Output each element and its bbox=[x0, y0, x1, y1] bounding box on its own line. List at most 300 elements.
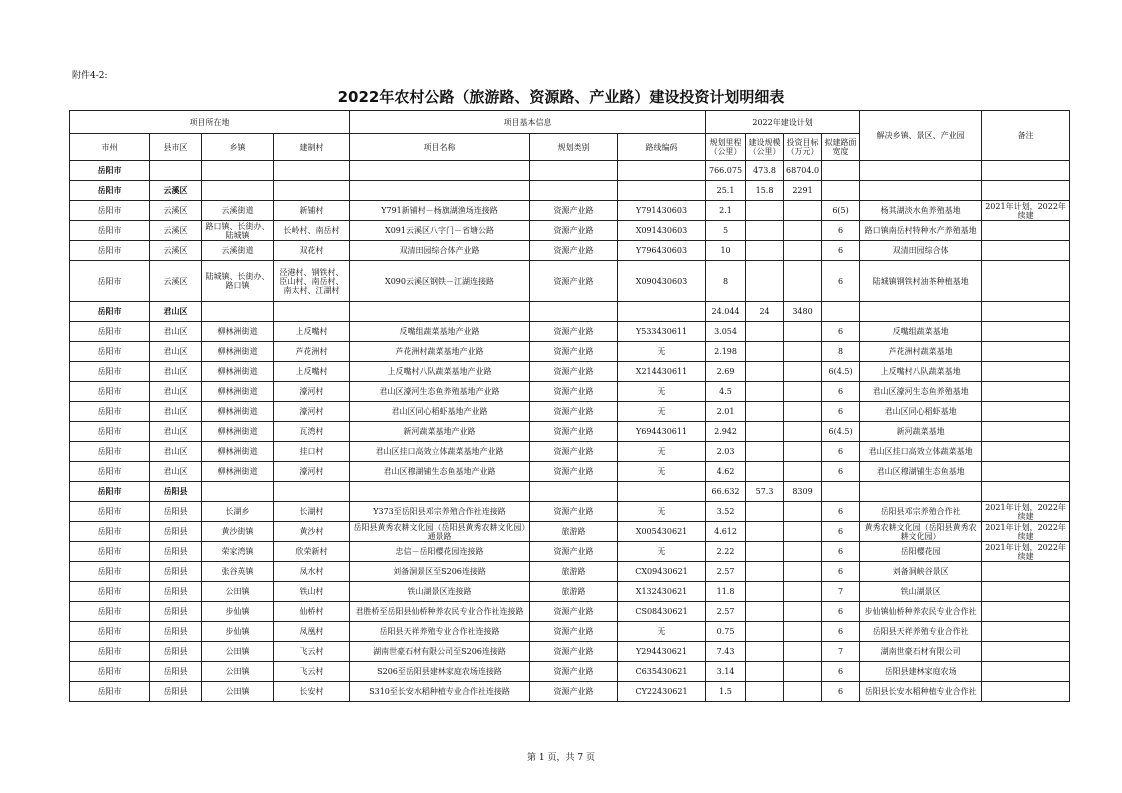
cell-note bbox=[982, 582, 1070, 602]
cell-county: 岳阳县 bbox=[150, 582, 202, 602]
cell-mileage: 0.75 bbox=[706, 622, 746, 642]
cell-city: 岳阳市 bbox=[70, 562, 150, 582]
cell-mileage: 766.075 bbox=[706, 161, 746, 181]
cell-town: 柳林洲街道 bbox=[202, 342, 274, 362]
cell-note: 2021年计划，2022年续建 bbox=[982, 522, 1070, 542]
cell-note bbox=[982, 662, 1070, 682]
cell-invest bbox=[784, 241, 822, 261]
table-row bbox=[70, 682, 1070, 702]
cell-city: 岳阳市 bbox=[70, 342, 150, 362]
cell-width: 6 bbox=[822, 221, 860, 241]
cell-mileage: 2.57 bbox=[706, 602, 746, 622]
cell-town: 公田镇 bbox=[202, 682, 274, 702]
cell-invest bbox=[784, 522, 822, 542]
table-row bbox=[70, 241, 1070, 261]
cell-invest: 8309 bbox=[784, 482, 822, 502]
cell-name: 岳阳县天祥养殖专业合作社连接路 bbox=[350, 622, 530, 642]
cell-city: 岳阳市 bbox=[70, 502, 150, 522]
table-row bbox=[70, 582, 1070, 602]
cell-invest bbox=[784, 502, 822, 522]
cell-industry: 黄秀农耕文化园（岳阳县黄秀农耕文化园） bbox=[860, 522, 982, 542]
cell-note bbox=[982, 261, 1070, 302]
cell-note bbox=[982, 642, 1070, 662]
cell-industry: 芦花洲村蔬菜基地 bbox=[860, 342, 982, 362]
cell-county: 云溪区 bbox=[150, 241, 202, 261]
cell-town: 云溪街道 bbox=[202, 201, 274, 221]
table-row bbox=[70, 342, 1070, 362]
cell-town: 公田镇 bbox=[202, 582, 274, 602]
cell-code: Y796430603 bbox=[618, 241, 706, 261]
cell-note bbox=[982, 322, 1070, 342]
cell-county: 君山区 bbox=[150, 402, 202, 422]
cell-type: 资源产业路 bbox=[530, 342, 618, 362]
cell-type: 资源产业路 bbox=[530, 261, 618, 302]
cell-county: 岳阳县 bbox=[150, 482, 202, 502]
cell-name: 君山区濠河生态鱼养殖基地产业路 bbox=[350, 382, 530, 402]
header-invest: 投资目标（万元） bbox=[784, 134, 822, 161]
cell-city: 岳阳市 bbox=[70, 622, 150, 642]
cell-invest bbox=[784, 622, 822, 642]
cell-code bbox=[618, 482, 706, 502]
cell-village: 双花村 bbox=[274, 241, 350, 261]
cell-county: 君山区 bbox=[150, 382, 202, 402]
cell-town: 公田镇 bbox=[202, 642, 274, 662]
cell-industry: 君山区穆湖铺生态鱼基地 bbox=[860, 462, 982, 482]
cell-city: 岳阳市 bbox=[70, 662, 150, 682]
cell-scale: 24 bbox=[746, 302, 784, 322]
cell-village: 上反嘴村 bbox=[274, 322, 350, 342]
cell-scale bbox=[746, 662, 784, 682]
table-row bbox=[70, 622, 1070, 642]
cell-scale: 473.8 bbox=[746, 161, 784, 181]
cell-village: 上反嘴村 bbox=[274, 362, 350, 382]
cell-county: 君山区 bbox=[150, 362, 202, 382]
cell-scale bbox=[746, 402, 784, 422]
cell-county: 君山区 bbox=[150, 422, 202, 442]
cell-note bbox=[982, 362, 1070, 382]
cell-city: 岳阳市 bbox=[70, 181, 150, 201]
cell-width: 8 bbox=[822, 342, 860, 362]
cell-name: S206至岳阳县建林家庭农场连接路 bbox=[350, 662, 530, 682]
cell-industry: 岳阳县建林家庭农场 bbox=[860, 662, 982, 682]
cell-name: Y373至岳阳县邓宗养殖合作社连接路 bbox=[350, 502, 530, 522]
cell-width: 6 bbox=[822, 462, 860, 482]
cell-type: 旅游路 bbox=[530, 582, 618, 602]
cell-county: 岳阳县 bbox=[150, 602, 202, 622]
cell-industry: 新河蔬菜基地 bbox=[860, 422, 982, 442]
cell-code: CS08430621 bbox=[618, 602, 706, 622]
cell-village: 凤凰村 bbox=[274, 622, 350, 642]
cell-type: 资源产业路 bbox=[530, 221, 618, 241]
table-row bbox=[70, 462, 1070, 482]
cell-mileage: 10 bbox=[706, 241, 746, 261]
cell-mileage: 2.198 bbox=[706, 342, 746, 362]
cell-mileage: 24.044 bbox=[706, 302, 746, 322]
cell-note: 2021年计划，2022年续建 bbox=[982, 201, 1070, 221]
cell-name: 芦花洲村蔬菜基地产业路 bbox=[350, 342, 530, 362]
cell-city: 岳阳市 bbox=[70, 261, 150, 302]
cell-scale bbox=[746, 201, 784, 221]
header-scale: 建设规模（公里） bbox=[746, 134, 784, 161]
cell-name bbox=[350, 161, 530, 181]
cell-code: X132430621 bbox=[618, 582, 706, 602]
cell-code: 无 bbox=[618, 402, 706, 422]
cell-code: X090430603 bbox=[618, 261, 706, 302]
cell-mileage: 66.632 bbox=[706, 482, 746, 502]
cell-town: 柳林洲街道 bbox=[202, 462, 274, 482]
cell-city: 岳阳市 bbox=[70, 522, 150, 542]
cell-note: 2021年计划，2022年续建 bbox=[982, 502, 1070, 522]
cell-scale bbox=[746, 542, 784, 562]
summary-row bbox=[70, 302, 1070, 322]
cell-note bbox=[982, 342, 1070, 362]
table-row bbox=[70, 602, 1070, 622]
cell-invest bbox=[784, 602, 822, 622]
cell-mileage: 2.03 bbox=[706, 442, 746, 462]
table-body bbox=[70, 161, 1070, 702]
cell-scale bbox=[746, 221, 784, 241]
cell-town: 柳林洲街道 bbox=[202, 382, 274, 402]
table-row bbox=[70, 502, 1070, 522]
cell-county: 岳阳县 bbox=[150, 662, 202, 682]
cell-village: 长安村 bbox=[274, 682, 350, 702]
cell-village: 凤水村 bbox=[274, 562, 350, 582]
cell-width: 6 bbox=[822, 522, 860, 542]
cell-county: 云溪区 bbox=[150, 201, 202, 221]
cell-name bbox=[350, 181, 530, 201]
cell-code: CX09430621 bbox=[618, 562, 706, 582]
cell-mileage: 4.62 bbox=[706, 462, 746, 482]
table-row bbox=[70, 642, 1070, 662]
cell-type: 资源产业路 bbox=[530, 382, 618, 402]
cell-mileage: 25.1 bbox=[706, 181, 746, 201]
cell-mileage: 4.612 bbox=[706, 522, 746, 542]
cell-invest bbox=[784, 382, 822, 402]
table-row bbox=[70, 382, 1070, 402]
cell-industry: 湖南世豪石材有限公司 bbox=[860, 642, 982, 662]
cell-width bbox=[822, 482, 860, 502]
cell-code: X005430621 bbox=[618, 522, 706, 542]
cell-code bbox=[618, 181, 706, 201]
cell-industry: 君山区挂口高效立体蔬菜基地 bbox=[860, 442, 982, 462]
table-row bbox=[70, 201, 1070, 221]
cell-type: 资源产业路 bbox=[530, 622, 618, 642]
cell-name: 岳阳县黄秀农耕文化园（岳阳县黄秀农耕文化园）通景路 bbox=[350, 522, 530, 542]
cell-type bbox=[530, 302, 618, 322]
cell-city: 岳阳市 bbox=[70, 602, 150, 622]
cell-width: 6 bbox=[822, 682, 860, 702]
cell-scale bbox=[746, 241, 784, 261]
header-note: 备注 bbox=[982, 111, 1070, 161]
cell-village bbox=[274, 181, 350, 201]
cell-name: 上反嘴村八队蔬菜基地产业路 bbox=[350, 362, 530, 382]
cell-code: 无 bbox=[618, 462, 706, 482]
cell-width: 6 bbox=[822, 442, 860, 462]
cell-width: 6(4.5) bbox=[822, 422, 860, 442]
cell-code: 无 bbox=[618, 542, 706, 562]
cell-invest bbox=[784, 542, 822, 562]
cell-name: X091云溪区八字门－省塘公路 bbox=[350, 221, 530, 241]
cell-county: 君山区 bbox=[150, 442, 202, 462]
cell-note bbox=[982, 622, 1070, 642]
cell-town: 柳林洲街道 bbox=[202, 442, 274, 462]
cell-width: 6 bbox=[822, 542, 860, 562]
cell-city: 岳阳市 bbox=[70, 462, 150, 482]
cell-code: 无 bbox=[618, 342, 706, 362]
cell-name: 刘备洞景区至S206连接路 bbox=[350, 562, 530, 582]
cell-mileage: 5 bbox=[706, 221, 746, 241]
cell-note bbox=[982, 181, 1070, 201]
cell-note bbox=[982, 302, 1070, 322]
cell-type: 资源产业路 bbox=[530, 682, 618, 702]
cell-industry: 岳阳樱花园 bbox=[860, 542, 982, 562]
cell-mileage: 2.1 bbox=[706, 201, 746, 221]
cell-width: 7 bbox=[822, 582, 860, 602]
cell-village: 芦花洲村 bbox=[274, 342, 350, 362]
cell-scale bbox=[746, 322, 784, 342]
cell-code: 无 bbox=[618, 622, 706, 642]
cell-county: 岳阳县 bbox=[150, 522, 202, 542]
cell-village bbox=[274, 161, 350, 181]
cell-type: 资源产业路 bbox=[530, 662, 618, 682]
cell-town bbox=[202, 161, 274, 181]
cell-invest bbox=[784, 562, 822, 582]
cell-mileage: 4.5 bbox=[706, 382, 746, 402]
cell-industry: 刘备洞峡谷景区 bbox=[860, 562, 982, 582]
cell-town: 荣家湾镇 bbox=[202, 542, 274, 562]
cell-scale bbox=[746, 602, 784, 622]
cell-industry: 双清田园综合体 bbox=[860, 241, 982, 261]
cell-village: 泾港村、钢铁村、臣山村、南岳村、南太村、江湖村 bbox=[274, 261, 350, 302]
cell-width: 6(5) bbox=[822, 201, 860, 221]
cell-width: 7 bbox=[822, 642, 860, 662]
cell-industry bbox=[860, 161, 982, 181]
cell-city: 岳阳市 bbox=[70, 402, 150, 422]
cell-village: 新铺村 bbox=[274, 201, 350, 221]
cell-mileage: 3.054 bbox=[706, 322, 746, 342]
cell-mileage: 2.01 bbox=[706, 402, 746, 422]
cell-scale bbox=[746, 622, 784, 642]
header-code: 路线编码 bbox=[618, 134, 706, 161]
cell-invest: 68704.0 bbox=[784, 161, 822, 181]
cell-industry: 岳阳县长安水稻种植专业合作社 bbox=[860, 682, 982, 702]
cell-village: 濠河村 bbox=[274, 382, 350, 402]
cell-scale bbox=[746, 442, 784, 462]
cell-name: 湖南世豪石材有限公司至S206连接路 bbox=[350, 642, 530, 662]
cell-name: 君山区穆湖铺生态鱼基地产业路 bbox=[350, 462, 530, 482]
cell-village: 长岭村、南岳村 bbox=[274, 221, 350, 241]
cell-county: 君山区 bbox=[150, 462, 202, 482]
cell-town: 柳林洲街道 bbox=[202, 402, 274, 422]
cell-invest bbox=[784, 342, 822, 362]
cell-village: 仙桥村 bbox=[274, 602, 350, 622]
cell-county: 岳阳县 bbox=[150, 562, 202, 582]
cell-industry: 岳阳县天祥养殖专业合作社 bbox=[860, 622, 982, 642]
cell-width: 6 bbox=[822, 402, 860, 422]
cell-invest bbox=[784, 362, 822, 382]
cell-invest bbox=[784, 322, 822, 342]
header-width: 拟建路面宽度 bbox=[822, 134, 860, 161]
cell-city: 岳阳市 bbox=[70, 642, 150, 662]
cell-city: 岳阳市 bbox=[70, 382, 150, 402]
cell-type: 资源产业路 bbox=[530, 241, 618, 261]
cell-scale bbox=[746, 422, 784, 442]
cell-town bbox=[202, 482, 274, 502]
cell-industry bbox=[860, 302, 982, 322]
cell-type: 资源产业路 bbox=[530, 442, 618, 462]
table-row bbox=[70, 562, 1070, 582]
cell-scale bbox=[746, 362, 784, 382]
header-county: 县市区 bbox=[150, 134, 202, 161]
investment-plan-table bbox=[69, 110, 1070, 702]
cell-village: 濠河村 bbox=[274, 402, 350, 422]
header-mileage: 规划里程（公里） bbox=[706, 134, 746, 161]
cell-mileage: 3.14 bbox=[706, 662, 746, 682]
cell-county: 君山区 bbox=[150, 322, 202, 342]
cell-mileage: 2.942 bbox=[706, 422, 746, 442]
cell-note bbox=[982, 221, 1070, 241]
cell-town: 云溪街道 bbox=[202, 241, 274, 261]
cell-industry bbox=[860, 181, 982, 201]
cell-name: Y791新铺村－杨旗湖渔场连接路 bbox=[350, 201, 530, 221]
cell-industry: 君山区濠河生态鱼养殖基地 bbox=[860, 382, 982, 402]
cell-mileage: 7.43 bbox=[706, 642, 746, 662]
cell-town: 柳林洲街道 bbox=[202, 362, 274, 382]
cell-invest: 2291 bbox=[784, 181, 822, 201]
cell-width bbox=[822, 161, 860, 181]
cell-town: 陆城镇、长街办、路口镇 bbox=[202, 261, 274, 302]
header-plan: 2022年建设计划 bbox=[706, 111, 860, 134]
cell-width: 6 bbox=[822, 502, 860, 522]
cell-city: 岳阳市 bbox=[70, 302, 150, 322]
cell-county: 岳阳县 bbox=[150, 502, 202, 522]
header-city: 市州 bbox=[70, 134, 150, 161]
cell-village: 铁山村 bbox=[274, 582, 350, 602]
cell-type bbox=[530, 161, 618, 181]
cell-scale bbox=[746, 522, 784, 542]
cell-industry bbox=[860, 482, 982, 502]
cell-note bbox=[982, 382, 1070, 402]
cell-code: C635430621 bbox=[618, 662, 706, 682]
cell-village: 黄沙村 bbox=[274, 522, 350, 542]
cell-code: X214430611 bbox=[618, 362, 706, 382]
cell-city: 岳阳市 bbox=[70, 241, 150, 261]
cell-type: 资源产业路 bbox=[530, 322, 618, 342]
cell-mileage: 8 bbox=[706, 261, 746, 302]
table-row bbox=[70, 662, 1070, 682]
cell-code: Y533430611 bbox=[618, 322, 706, 342]
cell-scale bbox=[746, 582, 784, 602]
cell-type bbox=[530, 181, 618, 201]
cell-type: 资源产业路 bbox=[530, 542, 618, 562]
header-industry: 解决乡镇、景区、产业园 bbox=[860, 111, 982, 161]
cell-town: 长湖乡 bbox=[202, 502, 274, 522]
table-row bbox=[70, 522, 1070, 542]
cell-type: 资源产业路 bbox=[530, 462, 618, 482]
cell-village: 欣荣新村 bbox=[274, 542, 350, 562]
cell-type: 旅游路 bbox=[530, 562, 618, 582]
cell-width: 6 bbox=[822, 662, 860, 682]
table-row bbox=[70, 362, 1070, 382]
cell-scale: 57.3 bbox=[746, 482, 784, 502]
cell-code bbox=[618, 161, 706, 181]
cell-scale bbox=[746, 502, 784, 522]
cell-town bbox=[202, 302, 274, 322]
cell-city: 岳阳市 bbox=[70, 682, 150, 702]
cell-invest bbox=[784, 582, 822, 602]
attachment-label: 附件4-2: bbox=[72, 71, 108, 81]
cell-city: 岳阳市 bbox=[70, 482, 150, 502]
cell-mileage: 2.57 bbox=[706, 562, 746, 582]
cell-name: 双清田园综合体产业路 bbox=[350, 241, 530, 261]
cell-code: Y694430611 bbox=[618, 422, 706, 442]
cell-scale bbox=[746, 642, 784, 662]
cell-type: 资源产业路 bbox=[530, 201, 618, 221]
cell-width: 6 bbox=[822, 382, 860, 402]
cell-scale bbox=[746, 462, 784, 482]
page-title: 2022年农村公路（旅游路、资源路、产业路）建设投资计划明细表 bbox=[337, 88, 785, 106]
cell-village bbox=[274, 482, 350, 502]
cell-code bbox=[618, 302, 706, 322]
cell-name: 反嘴组蔬菜基地产业路 bbox=[350, 322, 530, 342]
cell-width bbox=[822, 181, 860, 201]
cell-village bbox=[274, 302, 350, 322]
cell-village: 濠河村 bbox=[274, 462, 350, 482]
cell-invest bbox=[784, 642, 822, 662]
cell-code: 无 bbox=[618, 502, 706, 522]
cell-county: 君山区 bbox=[150, 302, 202, 322]
cell-note bbox=[982, 682, 1070, 702]
cell-scale bbox=[746, 261, 784, 302]
cell-width: 6 bbox=[822, 241, 860, 261]
cell-county: 云溪区 bbox=[150, 221, 202, 241]
cell-note bbox=[982, 462, 1070, 482]
cell-invest bbox=[784, 682, 822, 702]
cell-village: 挂口村 bbox=[274, 442, 350, 462]
summary-row bbox=[70, 482, 1070, 502]
cell-name: 君山区挂口高效立体蔬菜基地产业路 bbox=[350, 442, 530, 462]
cell-county: 岳阳县 bbox=[150, 682, 202, 702]
header-info: 项目基本信息 bbox=[350, 111, 706, 134]
cell-industry: 杨其湖淡水鱼养殖基地 bbox=[860, 201, 982, 221]
cell-town bbox=[202, 181, 274, 201]
cell-name: X090云溪区钢铁－江湖连接路 bbox=[350, 261, 530, 302]
cell-county: 云溪区 bbox=[150, 181, 202, 201]
cell-invest bbox=[784, 221, 822, 241]
cell-name: 铁山湖景区连接路 bbox=[350, 582, 530, 602]
cell-type: 旅游路 bbox=[530, 522, 618, 542]
cell-village: 飞云村 bbox=[274, 662, 350, 682]
cell-village: 飞云村 bbox=[274, 642, 350, 662]
cell-note bbox=[982, 442, 1070, 462]
cell-note bbox=[982, 402, 1070, 422]
cell-type: 资源产业路 bbox=[530, 402, 618, 422]
cell-name: S310至长安水稻种植专业合作社连接路 bbox=[350, 682, 530, 702]
cell-scale bbox=[746, 562, 784, 582]
cell-width: 6 bbox=[822, 622, 860, 642]
cell-invest bbox=[784, 201, 822, 221]
header-location: 项目所在地 bbox=[70, 111, 350, 134]
cell-type: 资源产业路 bbox=[530, 642, 618, 662]
cell-mileage: 2.69 bbox=[706, 362, 746, 382]
summary-row bbox=[70, 161, 1070, 181]
cell-city: 岳阳市 bbox=[70, 322, 150, 342]
cell-city: 岳阳市 bbox=[70, 422, 150, 442]
cell-town: 柳林洲街道 bbox=[202, 322, 274, 342]
cell-town: 张谷英镇 bbox=[202, 562, 274, 582]
cell-code: CY22430621 bbox=[618, 682, 706, 702]
cell-county: 岳阳县 bbox=[150, 622, 202, 642]
